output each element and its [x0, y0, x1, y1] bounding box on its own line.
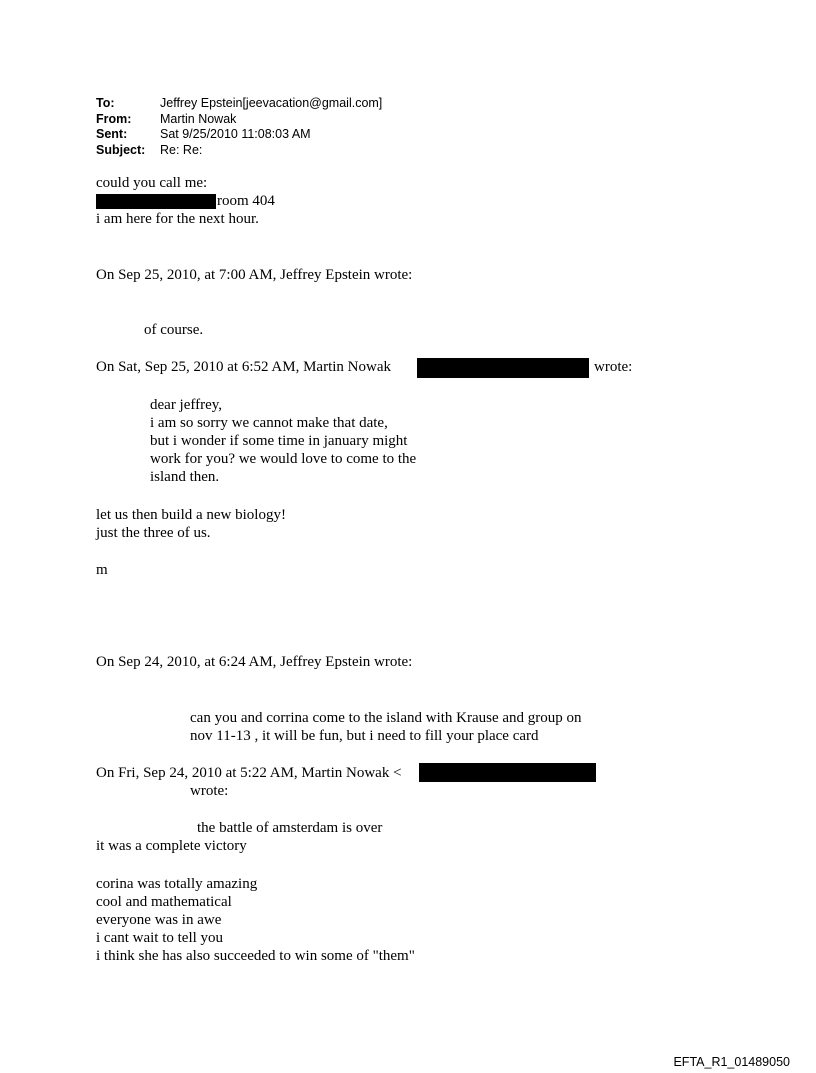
subject-label: Subject:	[96, 142, 146, 157]
quote-header-nowak-1b: wrote:	[594, 359, 633, 375]
quote-header-epstein-2: On Sep 24, 2010, at 6:24 AM, Jeffrey Epstein wrote:	[96, 654, 413, 670]
body-line: corina was totally amazing	[96, 876, 258, 892]
to-row	[96, 96, 382, 112]
body-line: everyone was in awe	[96, 912, 222, 928]
quote-text-of-course: of course.	[144, 322, 204, 338]
redaction-box-email-1	[417, 358, 589, 378]
email-header	[96, 96, 382, 158]
body-line: i cant wait to tell you	[96, 930, 224, 946]
quote-header-nowak-2a: On Fri, Sep 24, 2010 at 5:22 AM, Martin Nowak <	[96, 765, 402, 781]
body-line: just the three of us.	[96, 525, 211, 541]
quote-line: dear jeffrey,	[150, 397, 223, 413]
quote-line: nov 11-13 , it will be fun, but i need to fill your place card	[190, 728, 539, 744]
quote-header-epstein-1: On Sep 25, 2010, at 7:00 AM, Jeffrey Epstein wrote:	[96, 267, 413, 283]
sent-row	[96, 127, 382, 143]
quote-header-nowak-1a: On Sat, Sep 25, 2010 at 6:52 AM, Martin Nowak	[96, 359, 391, 375]
from-value: Martin Nowak	[160, 111, 237, 126]
quote-line: work for you? we would love to come to the	[150, 451, 417, 467]
body-line: let us then build a new biology!	[96, 507, 286, 523]
from-label: From:	[96, 111, 132, 126]
quote-line: but i wonder if some time in january might	[150, 433, 408, 449]
to-value: Jeffrey Epstein[jeevacation@gmail.com]	[160, 96, 383, 110]
quote-line: it was a complete victory	[96, 838, 247, 854]
document-id: EFTA_R1_01489050	[673, 1055, 790, 1069]
quote-line: can you and corrina come to the island with Krause and group on	[190, 710, 582, 726]
sent-value: Sat 9/25/2010 11:08:03 AM	[160, 127, 311, 141]
from-row	[96, 112, 382, 128]
quote-header-nowak-2b: wrote:	[190, 783, 229, 799]
quote-line: i am so sorry we cannot make that date,	[150, 415, 388, 431]
subject-row	[96, 143, 382, 159]
subject-value: Re: Re:	[160, 142, 203, 157]
quote-line: island then.	[150, 469, 220, 485]
body-line-here: i am here for the next hour.	[96, 211, 259, 227]
body-line-room: room 404	[217, 193, 275, 209]
redaction-box-phone	[96, 194, 216, 209]
body-line: i think she has also succeeded to win some of "them"	[96, 948, 415, 964]
body-line-call: could you call me:	[96, 175, 208, 191]
to-label: To:	[96, 96, 115, 110]
signature-initial: m	[96, 562, 108, 578]
redaction-box-email-2	[419, 763, 596, 782]
body-line: cool and mathematical	[96, 894, 232, 910]
sent-label: Sent:	[96, 127, 128, 141]
quote-line: the battle of amsterdam is over	[197, 820, 383, 836]
